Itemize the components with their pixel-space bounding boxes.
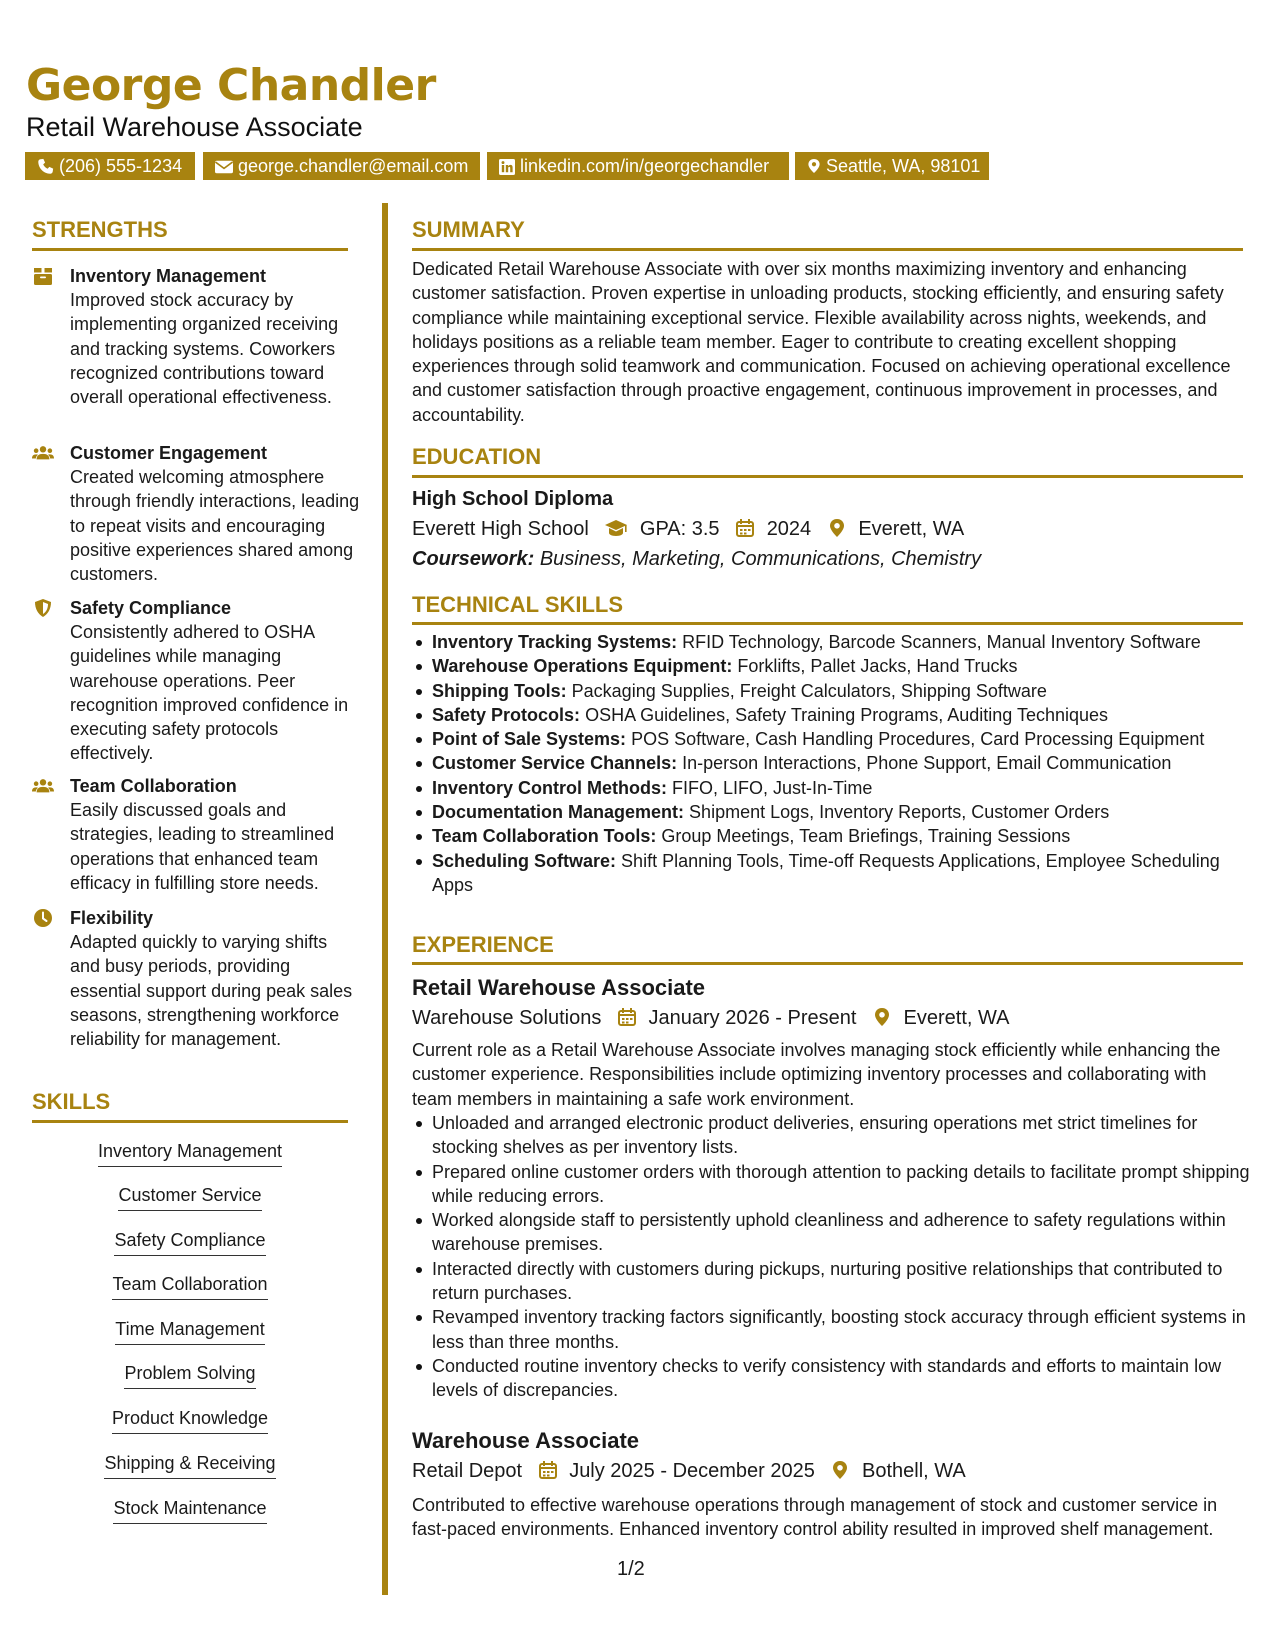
graduation-cap-icon bbox=[604, 518, 628, 538]
skills-heading: SKILLS bbox=[32, 1089, 111, 1114]
skill-item: Shipping & Receiving bbox=[32, 1451, 348, 1483]
skill-item: Product Knowledge bbox=[32, 1406, 348, 1438]
list-item: Scheduling Software: Shift Planning Tools, Time-off Requests Applications, Employee Scheduling Apps bbox=[432, 849, 1262, 898]
users-icon bbox=[32, 443, 54, 463]
education-rule bbox=[412, 475, 1243, 478]
candidate-name: George Chandler bbox=[26, 60, 436, 111]
summary-text: Dedicated Retail Warehouse Associate with over six months maximizing inventory and enhancing customer satisfaction. Proven expertise in unloading products, stocking efficiently, and ensuring safety compliance while maintaining exceptional service. Flexible availability across nights, weekends, and holidays positions as a reliable team member. Eager to contribute to creating excellent shopping experiences through solid teamwork and communication. Focused on achieving operational excellence and customer satisfaction through proactive engagement, continuous improvement in processes, and accountability. bbox=[412, 259, 1231, 425]
strength-desc: Adapted quickly to varying shifts and busy periods, providing essential support during peak sales seasons, strengthening workforce reliability for management. bbox=[70, 932, 353, 1050]
list-item: Warehouse Operations Equipment: Forklifts, Pallet Jacks, Hand Trucks bbox=[432, 654, 1262, 678]
clock-icon bbox=[32, 908, 54, 928]
calendar-icon bbox=[735, 518, 755, 538]
contact-location bbox=[795, 152, 989, 180]
list-item: Shipping Tools: Packaging Supplies, Freight Calculators, Shipping Software bbox=[432, 679, 1262, 703]
list-item: Unloaded and arranged electronic product deliveries, ensuring operations met strict timelines for stocking shelves as per inventory lists. bbox=[432, 1111, 1262, 1160]
list-item: Conducted routine inventory checks to verify consistency with standards and efforts to maintain low levels of discrepancies. bbox=[432, 1354, 1262, 1403]
strength-title: Safety Compliance bbox=[70, 598, 232, 618]
job-title: Retail Warehouse Associate bbox=[412, 975, 706, 1000]
list-item: Interacted directly with customers during pickups, nurturing positive relationships that contributed to return purchases. bbox=[432, 1257, 1262, 1306]
degree-title: High School Diploma bbox=[412, 488, 614, 510]
list-item: Prepared online customer orders with thorough attention to packing details to facilitate prompt shipping while reducing errors. bbox=[432, 1160, 1262, 1209]
graduation-year: 2024 bbox=[766, 518, 812, 540]
strength-desc: Improved stock accuracy by implementing organized receiving and tracking systems. Coworkers recognized contributions toward overall operational effectiveness. bbox=[70, 290, 339, 408]
job-dates: January 2026 - Present bbox=[648, 1007, 857, 1029]
location-pin-icon bbox=[830, 1460, 850, 1480]
list-item: Safety Protocols: OSHA Guidelines, Safety Training Programs, Auditing Techniques bbox=[432, 703, 1262, 727]
list-item: Inventory Control Methods: FIFO, LIFO, Just-In-Time bbox=[432, 776, 1262, 800]
job-description: Current role as a Retail Warehouse Associate involves managing stock efficiently while enhancing the customer experience. Responsibilities include optimizing inventory processes and collaborating with team members in maintaining a safe work environment. bbox=[412, 1040, 1221, 1109]
contact-linkedin-text: linkedin.com/in/georgechandler bbox=[520, 156, 770, 176]
candidate-role: Retail Warehouse Associate bbox=[26, 112, 363, 142]
box-icon bbox=[32, 266, 54, 286]
list-item: Customer Service Channels: In-person Interactions, Phone Support, Email Communication bbox=[432, 751, 1262, 775]
technical-skills-rule bbox=[412, 622, 1243, 625]
company-name: Retail Depot bbox=[412, 1460, 523, 1482]
strengths-rule bbox=[32, 248, 348, 251]
shield-icon bbox=[32, 598, 54, 618]
strength-desc: Created welcoming atmosphere through friendly interactions, leading to repeat visits and encouraging positive experiences shared among customers. bbox=[70, 467, 360, 585]
job-dates: July 2025 - December 2025 bbox=[569, 1460, 815, 1482]
skill-item: Inventory Management bbox=[32, 1139, 348, 1171]
phone-icon bbox=[37, 158, 54, 175]
calendar-icon bbox=[617, 1007, 637, 1027]
linkedin-icon bbox=[499, 159, 515, 175]
strength-title: Customer Engagement bbox=[70, 443, 268, 463]
technical-skills-heading: TECHNICAL SKILLS bbox=[412, 592, 624, 617]
skill-item: Safety Compliance bbox=[32, 1228, 348, 1260]
list-item: Team Collaboration Tools: Group Meetings, Team Briefings, Training Sessions bbox=[432, 824, 1262, 848]
contact-email-text: george.chandler@email.com bbox=[238, 156, 469, 176]
calendar-icon bbox=[538, 1460, 558, 1480]
school-location: Everett, WA bbox=[858, 518, 965, 540]
summary-heading: SUMMARY bbox=[412, 217, 525, 242]
job-description: Contributed to effective warehouse operations through management of stock and customer service in fast-paced environments. Enhanced inventory control ability resulted in improved shelf management. bbox=[412, 1495, 1218, 1540]
job-title: Warehouse Associate bbox=[412, 1428, 640, 1453]
contact-phone[interactable] bbox=[25, 152, 195, 180]
experience-rule bbox=[412, 962, 1243, 965]
school-name: Everett High School bbox=[412, 518, 589, 540]
summary-rule bbox=[412, 248, 1243, 251]
list-item: Documentation Management: Shipment Logs, Inventory Reports, Customer Orders bbox=[432, 800, 1262, 824]
strength-desc: Consistently adhered to OSHA guidelines while managing warehouse operations. Peer recognition improved confidence in executing safety protocols effectively. bbox=[70, 622, 349, 764]
skills-rule bbox=[32, 1120, 348, 1123]
strength-title: Inventory Management bbox=[70, 266, 267, 286]
list-item: Point of Sale Systems: POS Software, Cash Handling Procedures, Card Processing Equipment bbox=[432, 727, 1262, 751]
job-location: Everett, WA bbox=[903, 1007, 1010, 1029]
coursework bbox=[412, 546, 981, 572]
column-divider bbox=[382, 203, 388, 1595]
coursework-list: Business, Marketing, Communications, Chemistry bbox=[539, 548, 982, 570]
job-meta bbox=[412, 1005, 1009, 1031]
skill-item: Problem Solving bbox=[32, 1361, 348, 1393]
envelope-icon bbox=[215, 159, 233, 175]
skill-item: Time Management bbox=[32, 1317, 348, 1349]
strength-desc: Easily discussed goals and strategies, leading to streamlined operations that enhanced team efficacy in fulfilling store needs. bbox=[70, 800, 335, 893]
contact-phone-text: (206) 555-1234 bbox=[59, 156, 183, 176]
job-location: Bothell, WA bbox=[862, 1460, 966, 1482]
list-item: Inventory Tracking Systems: RFID Technology, Barcode Scanners, Manual Inventory Software bbox=[432, 630, 1262, 654]
company-name: Warehouse Solutions bbox=[412, 1007, 602, 1029]
contact-linkedin[interactable] bbox=[487, 152, 789, 180]
page-number: 1/2 bbox=[617, 1558, 645, 1580]
gpa: GPA: 3.5 bbox=[639, 518, 720, 540]
location-pin-icon bbox=[827, 518, 847, 538]
skill-item: Customer Service bbox=[32, 1183, 348, 1215]
job-bullets bbox=[412, 1111, 1262, 1403]
education-heading: EDUCATION bbox=[412, 444, 542, 469]
education-meta bbox=[412, 516, 964, 542]
strength-title: Team Collaboration bbox=[70, 776, 237, 796]
users-icon bbox=[32, 776, 54, 796]
location-pin-icon bbox=[807, 157, 821, 175]
technical-skills-list bbox=[412, 630, 1262, 897]
coursework-label: Coursework: bbox=[412, 548, 535, 570]
location-pin-icon bbox=[872, 1007, 892, 1027]
experience-heading: EXPERIENCE bbox=[412, 932, 554, 957]
strengths-heading: STRENGTHS bbox=[32, 217, 168, 242]
skill-item: Team Collaboration bbox=[32, 1272, 348, 1304]
contact-email[interactable] bbox=[203, 152, 480, 180]
job-meta bbox=[412, 1458, 966, 1484]
list-item: Revamped inventory tracking factors significantly, boosting stock accuracy through efficient systems in less than three months. bbox=[432, 1305, 1262, 1354]
contact-location-text: Seattle, WA, 98101 bbox=[826, 156, 981, 176]
strength-title: Flexibility bbox=[70, 908, 154, 928]
skill-item: Stock Maintenance bbox=[32, 1496, 348, 1528]
list-item: Worked alongside staff to persistently uphold cleanliness and adherence to safety regulations within warehouse premises. bbox=[432, 1208, 1262, 1257]
